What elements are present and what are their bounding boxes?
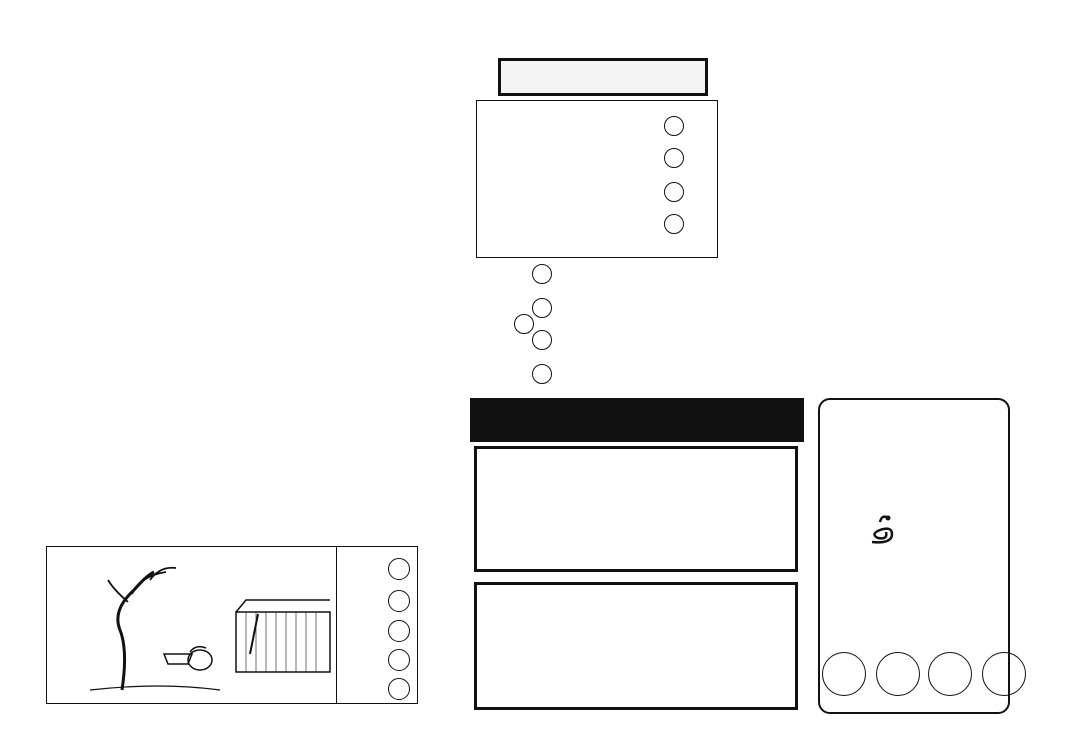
strategy-title (498, 58, 708, 96)
scene-divider (336, 546, 337, 704)
key-number-badge (664, 116, 684, 136)
animal-circle (928, 652, 972, 696)
scene-number-badge (388, 678, 410, 700)
scene-number-badge (388, 558, 410, 580)
key-number-badge (664, 214, 684, 234)
wave-number-badge (532, 298, 552, 318)
wave-number-badge (532, 330, 552, 350)
wave-number-badge (532, 264, 552, 284)
key-number-badge (664, 148, 684, 168)
wave-number-badge (514, 314, 534, 334)
scene-number-badge (388, 649, 410, 671)
scene-number-badge (388, 590, 410, 612)
animal-circle (982, 652, 1026, 696)
free-info-title (470, 398, 804, 442)
wave-number-badge (532, 364, 552, 384)
buy-method-box-2 (474, 582, 798, 710)
scene-number-badge (388, 620, 410, 642)
scene-illustration (50, 550, 334, 700)
animal-circle (822, 652, 866, 696)
buy-method-box-1 (474, 446, 798, 572)
key-number-badge (664, 182, 684, 202)
animal-circle (876, 652, 920, 696)
snake-icon (862, 508, 902, 548)
